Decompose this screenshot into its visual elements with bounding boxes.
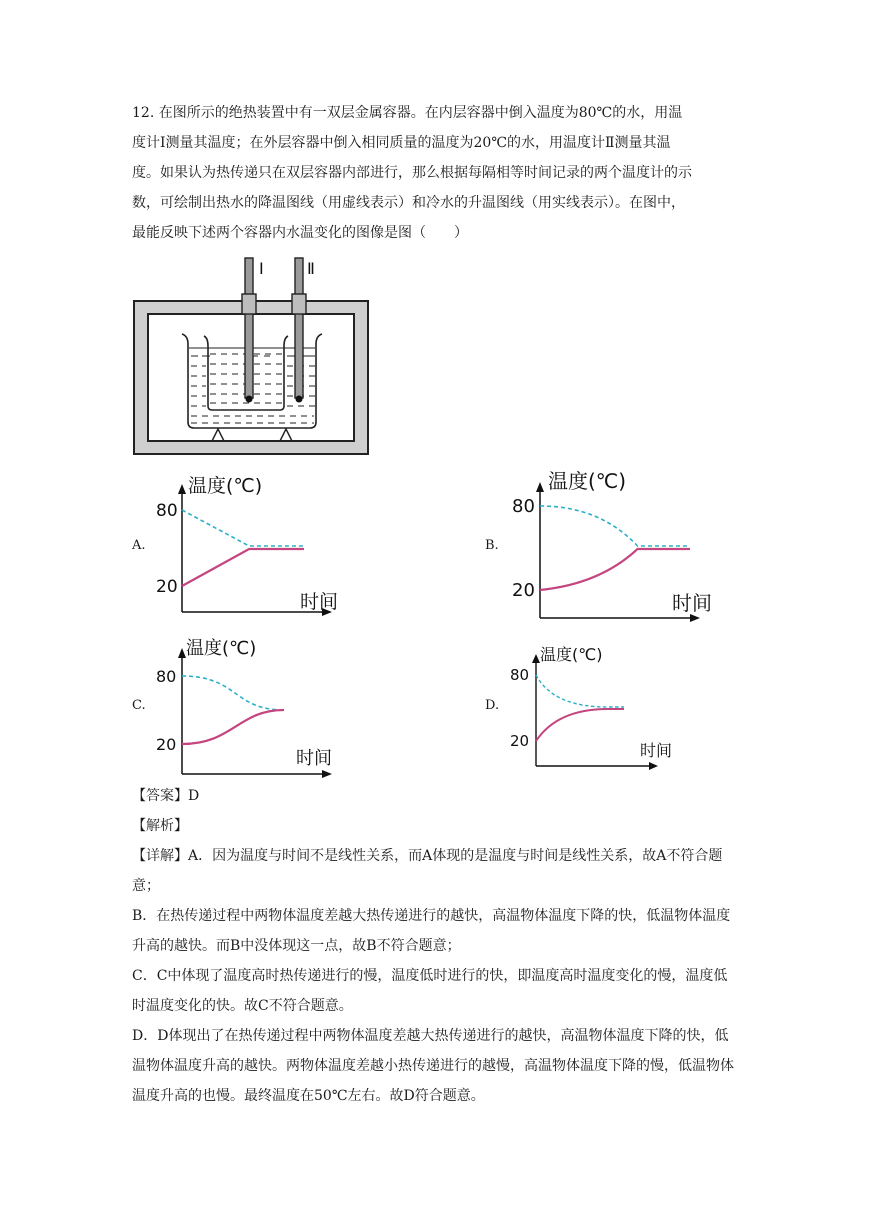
question-line-4: 数，可绘制出热水的降温图线（用虚线表示）和冷水的升温图线（用实线表示）。在图中， xyxy=(132,195,685,211)
x-axis-arrow xyxy=(649,762,658,770)
option-d-letter: D. xyxy=(485,698,500,713)
question-line-5: 最能反映下述两个容器内水温变化的图像是图（ ） xyxy=(132,225,468,241)
question-line-2: 度计Ⅰ测量其温度；在外层容器中倒入相同质量的温度为20℃的水，用温度计Ⅱ测量其温 xyxy=(132,135,671,151)
y-tick-20: 20 xyxy=(510,732,530,750)
analysis-a-text: A．因为温度与时间不是线性关系，而A体现的是温度与时间是线性关系，故A不符合题意； xyxy=(132,848,723,894)
answer-line xyxy=(132,786,199,806)
analysis-b: B．在热传递过程中两物体温度差越大热传递进行的越快，高温物体温度下降的快，低温物体温度升高的越快。而B中没体现这一点，故B不符合题意； xyxy=(132,908,731,954)
analysis-a xyxy=(132,841,740,901)
chart-option-a xyxy=(150,466,350,616)
y-axis-label: 温度(℃) xyxy=(540,645,603,664)
y-axis-label: 温度(℃) xyxy=(186,638,257,659)
thermometer-2 xyxy=(292,258,306,403)
cold-water-curve xyxy=(182,710,284,744)
y-tick-20: 20 xyxy=(156,735,177,754)
question-line-3: 度。如果认为热传递只在双层容器内部进行，那么根据每隔相等时间记录的两个温度计的示 xyxy=(132,165,692,181)
y-tick-80: 80 xyxy=(156,667,177,686)
x-axis-label: 时间 xyxy=(296,748,332,769)
x-axis-label: 时间 xyxy=(672,591,712,615)
hot-water-curve xyxy=(540,506,690,546)
option-b-letter: B. xyxy=(485,538,499,553)
answer-tag: 【答案】 xyxy=(132,788,188,804)
y-tick-20: 20 xyxy=(156,577,178,597)
analysis-d: D．D体现出了在热传递过程中两物体温度差越大热传递进行的越快，高温物体温度下降的快，低温物体温度升高的越快。两物体温度差越小热传递进行的越慢，高温物体温度下降的慢，低温物体温度升高的也慢。最终温度在50℃左右。故D符合题意。 xyxy=(132,1028,734,1104)
y-axis-arrow xyxy=(178,484,186,494)
question-line-1: 12. 在图所示的绝热装置中有一双层金属容器。在内层容器中倒入温度为80℃的水，用温 xyxy=(132,105,683,121)
y-axis-label: 温度(℃) xyxy=(188,475,263,497)
chart-option-d xyxy=(508,640,673,772)
y-axis-label: 温度(℃) xyxy=(548,469,627,493)
analysis-tag: 【解析】 xyxy=(132,818,188,834)
y-tick-20: 20 xyxy=(512,580,535,601)
x-axis-label: 时间 xyxy=(300,591,339,613)
x-axis-arrow xyxy=(322,770,332,778)
y-axis-arrow xyxy=(532,654,540,663)
option-c-letter: C. xyxy=(132,698,146,713)
chart-option-b xyxy=(508,462,718,622)
cold-water-curve xyxy=(540,549,690,590)
y-tick-80: 80 xyxy=(512,496,535,517)
option-a-letter: A. xyxy=(132,538,146,553)
detail-tag: 【详解】 xyxy=(132,848,188,864)
thermometer-1-label: Ⅰ xyxy=(259,259,264,278)
y-axis-arrow xyxy=(536,482,544,492)
thermometer-2-label: Ⅱ xyxy=(307,259,315,278)
chart-option-c xyxy=(150,632,350,778)
analysis-c: C．C中体现了温度高时热传递进行的慢，温度低时进行的快，即温度高时温度变化的慢，温度低时温度变化的快。故C不符合题意。 xyxy=(132,968,728,1014)
thermometer-1 xyxy=(242,258,256,403)
x-axis-label: 时间 xyxy=(640,741,673,760)
y-tick-80: 80 xyxy=(510,666,530,684)
hot-water-curve xyxy=(182,676,284,710)
hot-water-curve xyxy=(536,675,624,707)
y-axis-arrow xyxy=(178,648,186,658)
support-left xyxy=(212,429,224,441)
cold-water-curve xyxy=(182,549,304,586)
support-right xyxy=(280,429,292,441)
answer-value: D xyxy=(188,788,200,804)
apparatus-diagram xyxy=(130,256,372,458)
cold-water-curve xyxy=(536,709,624,741)
hot-water-curve xyxy=(182,510,304,546)
y-tick-80: 80 xyxy=(156,501,178,521)
x-axis-arrow xyxy=(690,614,700,622)
